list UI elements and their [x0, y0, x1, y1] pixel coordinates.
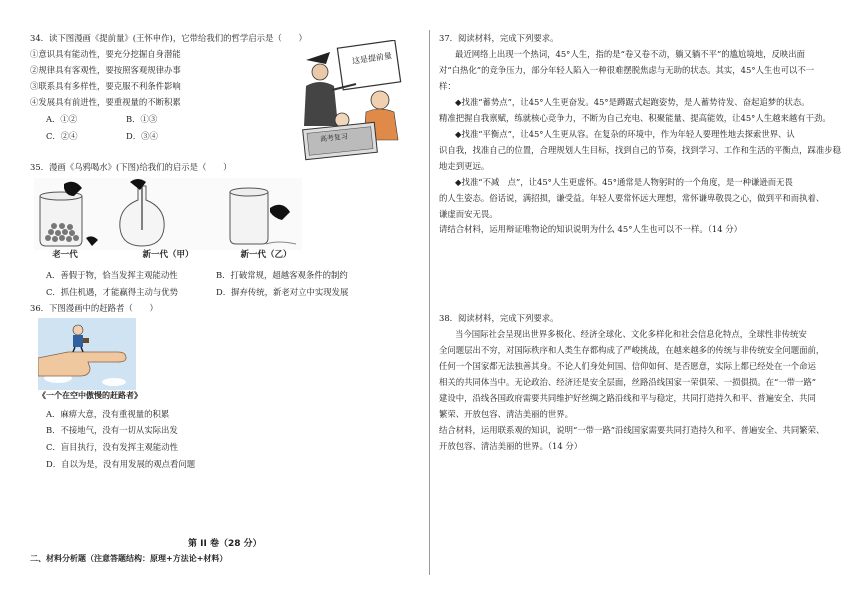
q37-para3-line3: 地走到更远。	[439, 161, 490, 171]
q35-option-b[interactable]: B．打破常规，超越客观条件的制约	[216, 270, 348, 280]
q38-line6: 繁荣、开放包容、清洁美丽的世界。	[439, 409, 573, 419]
q35-caption-new-a: 新一代（甲）	[142, 250, 194, 260]
q35-stem: 35．漫画《乌鸦喝水》(下图)给我们的启示是（ ）	[30, 162, 232, 172]
q36-option-c[interactable]: C．盲目执行，没有发挥主观能动性	[46, 442, 179, 452]
q35-option-c[interactable]: C．抓住机遇，才能赢得主动与优势	[46, 287, 179, 297]
q37-intro: 37．阅读材料，完成下列要求。	[439, 33, 559, 43]
q37-para4-line1: ◆找准“不减 点”，让45°人生更虚怀。45°通常是人物躬时的一个角度，是一种谦逊而无畏	[455, 177, 793, 187]
q38-line4: 相关的共同体当中。无论政治、经济还是安全层面，丝路沿线国家一荣俱荣、一损俱损。在“一带一路”	[439, 377, 817, 387]
q37-task: 请结合材料，运用辩证唯物论的知识说明为什么 45°人生也可以不一样。（14 分）	[439, 224, 743, 234]
q34-statement-2: ②规律具有客观性，要按照客观规律办事	[30, 65, 181, 75]
q36-stem: 36．下图漫画中的赶路者（ ）	[30, 303, 158, 313]
column-divider	[429, 30, 430, 575]
q38-task-line2: 开放包容、清洁美丽的世界。（14 分）	[439, 441, 583, 451]
q34-statement-3: ③联系具有多样性，要克服不利条件影响	[30, 81, 181, 91]
q34-option-b[interactable]: B．①③	[126, 114, 158, 124]
q38-line5: 建设中，沿线各国政府需要共同维护好丝绸之路沿线和平与稳定，共同打造持久和平、普遍安全、共同	[439, 393, 816, 403]
q36-option-b[interactable]: B．不接地气，没有一切从实际出发	[46, 425, 178, 435]
q34-stem: 34．读下图漫画《提前量》(王怀申作)，它带给我们的哲学启示是（ ）	[30, 33, 307, 43]
q37-para1-line3: 样：	[439, 81, 456, 91]
q37-para2-line1: ◆找准“蓄势点”，让45°人生更奋发。45°是蹲踞式起跑姿势，是人蓄势待发、奋起追梦的状态。	[455, 97, 810, 107]
q37-para4-line3: 谦虚而安无畏。	[439, 209, 498, 219]
q36-option-d[interactable]: D．自以为是，没有用发展的观点看问题	[46, 459, 196, 469]
q38-line1: 当今国际社会呈现出世界多极化、经济全球化、文化多样化和社会信息化特点，全球性非传统安	[455, 329, 807, 339]
q35-caption-new-b: 新一代（乙）	[240, 250, 292, 260]
q36-cartoon-image	[38, 318, 136, 390]
section-2-subtitle: 二、材料分析题（注意答题结构：原理+方法论+材料）	[30, 554, 228, 563]
q38-intro: 38．阅读材料，完成下列要求。	[439, 313, 559, 323]
q35-option-a[interactable]: A．善假于物，恰当发挥主观能动性	[46, 270, 178, 280]
q34-option-c[interactable]: C．②④	[46, 131, 78, 141]
section-2-title: 第 II 卷（28 分）	[188, 539, 262, 549]
q37-para2-line2: 精准把握自我禀赋，练就核心竞争力，不断为自己充电、积聚能量、提高能效，让45°人生越来越有干劲。	[439, 113, 831, 123]
q34-statement-1: ①意识具有能动性，要充分挖掘自身潜能	[30, 49, 181, 59]
q34-cartoon-book-text: 高考复习	[319, 132, 349, 144]
q37-para4-line2: 的人生姿态。俗话说，满招损，谦受益。年轻人要常怀远大理想，常怀谦卑敬畏之心，做到平和而执着、	[439, 193, 825, 203]
q34-option-a[interactable]: A．①②	[46, 114, 78, 124]
q36-option-a[interactable]: A．麻痹大意，没有重视量的积累	[46, 409, 170, 419]
q35-cartoon-image	[34, 178, 302, 250]
q38-task-line1: 结合材料，运用联系观的知识，说明“一带一路”沿线国家需要共同打造持久和平、普遍安全、共同繁荣、	[439, 425, 825, 435]
q37-para3-line1: ◆找准“平衡点”，让45°人生更从容。在复杂的环境中，作为年轻人要理性地去探索世界、认	[455, 129, 795, 139]
q37-para1-line1: 最近网络上出现一个热词，45°人生，指的是“卷又卷不动，躺又躺不平”的尴尬境地，反映出面	[455, 49, 806, 59]
q38-line3: 任何一个国家都无法独善其身。不论人们身处何国、信仰如何、是否愿意，实际上都已经处在一个命运	[439, 361, 816, 371]
q35-caption-old: 老一代	[52, 250, 78, 260]
q34-cartoon-sign-text: 这是提前量	[351, 51, 393, 66]
q37-para1-line2: 对“白热化”的竞争压力，部分年轻人陷入一种很难摆脱焦虑与无助的状态。其实，45°人生也可以不一	[439, 65, 815, 75]
q34-statement-4: ④发展具有前进性，要重视量的不断积累	[30, 97, 181, 107]
q35-option-d[interactable]: D．摒弃传统，新老对立中实现发展	[216, 287, 349, 297]
q34-cartoon-image	[296, 40, 408, 162]
q36-caption: 《一个在空中傲慢的赶路者》	[38, 391, 142, 400]
q37-para3-line2: 识自我，找准自己的位置，合理规划人生目标，找到自己的节奏，找到学习、工作和生活的平衡点，踩准步稳	[439, 145, 841, 155]
q38-line2: 全问题层出不穷，对国际秩序和人类生存都构成了严峻挑战，在越来越多的传统与非传统安全问题面前，	[439, 345, 825, 355]
q34-option-d[interactable]: D．③④	[126, 131, 158, 141]
